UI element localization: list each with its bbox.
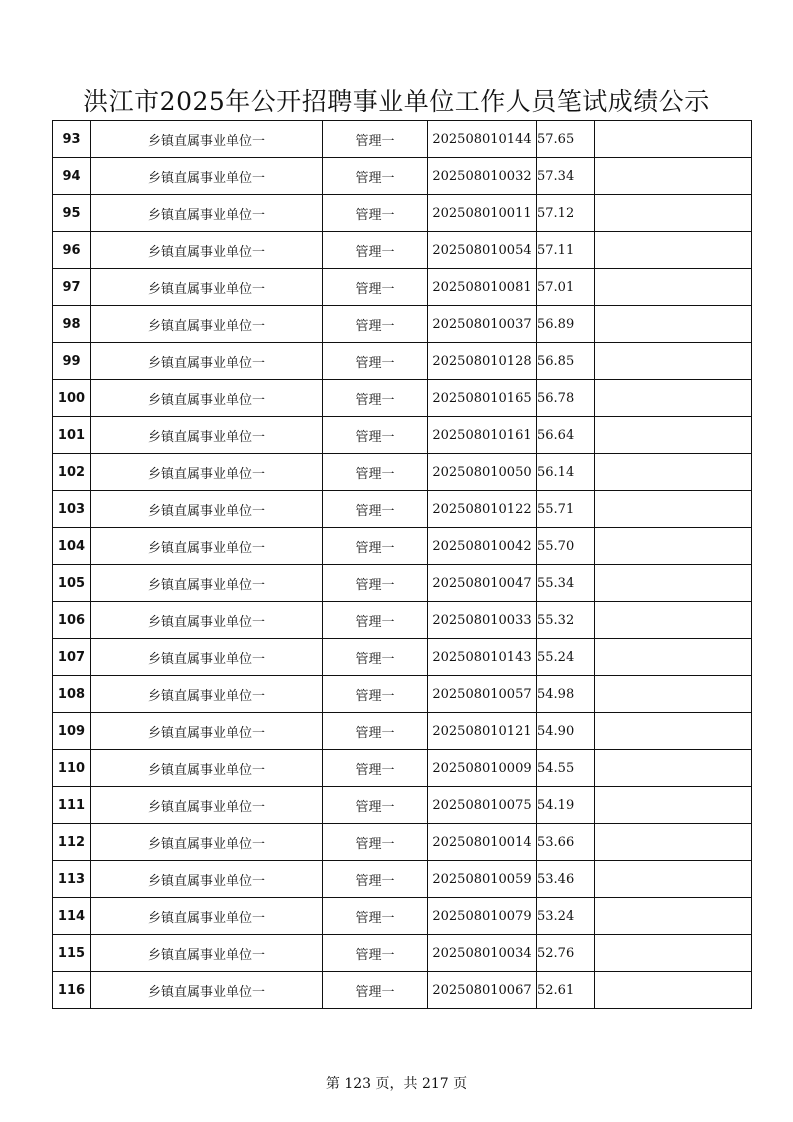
- unit-name-cell: 乡镇直属事业单位一: [91, 565, 323, 602]
- row-number-cell: 100: [53, 380, 91, 417]
- unit-name-cell: 乡镇直属事业单位一: [91, 898, 323, 935]
- ticket-number-cell: 202508010128: [428, 343, 537, 380]
- position-name-cell: 管理一: [323, 158, 428, 195]
- ticket-number-cell: 202508010122: [428, 491, 537, 528]
- row-number-cell: 96: [53, 232, 91, 269]
- exam-score-cell: 57.01: [537, 269, 595, 306]
- page-title: 洪江市2025年公开招聘事业单位工作人员笔试成绩公示: [83, 87, 710, 116]
- row-number-cell: 107: [53, 639, 91, 676]
- exam-score-cell: 56.89: [537, 306, 595, 343]
- exam-score-cell: 55.71: [537, 491, 595, 528]
- remark-cell: [595, 787, 752, 824]
- unit-name-cell: 乡镇直属事业单位一: [91, 676, 323, 713]
- table-row: [53, 750, 752, 787]
- score-table-body: [53, 121, 752, 1009]
- row-number-cell: 111: [53, 787, 91, 824]
- table-row: [53, 195, 752, 232]
- remark-cell: [595, 269, 752, 306]
- ticket-number-cell: 202508010033: [428, 602, 537, 639]
- unit-name-cell: 乡镇直属事业单位一: [91, 269, 323, 306]
- exam-score-cell: 54.98: [537, 676, 595, 713]
- remark-cell: [595, 158, 752, 195]
- table-row: [53, 491, 752, 528]
- table-row: [53, 565, 752, 602]
- table-row: [53, 602, 752, 639]
- row-number-cell: 114: [53, 898, 91, 935]
- unit-name-cell: 乡镇直属事业单位一: [91, 713, 323, 750]
- exam-score-cell: 56.85: [537, 343, 595, 380]
- row-number-cell: 101: [53, 417, 91, 454]
- remark-cell: [595, 639, 752, 676]
- row-number-cell: 95: [53, 195, 91, 232]
- unit-name-cell: 乡镇直属事业单位一: [91, 454, 323, 491]
- unit-name-cell: 乡镇直属事业单位一: [91, 417, 323, 454]
- score-table: [52, 120, 752, 1009]
- table-row: [53, 343, 752, 380]
- exam-score-cell: 57.65: [537, 121, 595, 158]
- remark-cell: [595, 898, 752, 935]
- ticket-number-cell: 202508010079: [428, 898, 537, 935]
- ticket-number-cell: 202508010037: [428, 306, 537, 343]
- remark-cell: [595, 232, 752, 269]
- row-number-cell: 105: [53, 565, 91, 602]
- remark-cell: [595, 491, 752, 528]
- remark-cell: [595, 861, 752, 898]
- position-name-cell: 管理一: [323, 861, 428, 898]
- exam-score-cell: 57.34: [537, 158, 595, 195]
- table-row: [53, 232, 752, 269]
- position-name-cell: 管理一: [323, 935, 428, 972]
- position-name-cell: 管理一: [323, 306, 428, 343]
- position-name-cell: 管理一: [323, 528, 428, 565]
- ticket-number-cell: 202508010067: [428, 972, 537, 1009]
- table-row: [53, 972, 752, 1009]
- position-name-cell: 管理一: [323, 454, 428, 491]
- exam-score-cell: 54.55: [537, 750, 595, 787]
- unit-name-cell: 乡镇直属事业单位一: [91, 491, 323, 528]
- position-name-cell: 管理一: [323, 565, 428, 602]
- unit-name-cell: 乡镇直属事业单位一: [91, 306, 323, 343]
- remark-cell: [595, 417, 752, 454]
- row-number-cell: 102: [53, 454, 91, 491]
- position-name-cell: 管理一: [323, 898, 428, 935]
- remark-cell: [595, 935, 752, 972]
- remark-cell: [595, 306, 752, 343]
- unit-name-cell: 乡镇直属事业单位一: [91, 528, 323, 565]
- unit-name-cell: 乡镇直属事业单位一: [91, 195, 323, 232]
- remark-cell: [595, 343, 752, 380]
- position-name-cell: 管理一: [323, 676, 428, 713]
- exam-score-cell: 57.11: [537, 232, 595, 269]
- table-row: [53, 824, 752, 861]
- exam-score-cell: 54.90: [537, 713, 595, 750]
- remark-cell: [595, 972, 752, 1009]
- exam-score-cell: 57.12: [537, 195, 595, 232]
- remark-cell: [595, 713, 752, 750]
- row-number-cell: 113: [53, 861, 91, 898]
- table-row: [53, 158, 752, 195]
- exam-score-cell: 52.61: [537, 972, 595, 1009]
- ticket-number-cell: 202508010009: [428, 750, 537, 787]
- position-name-cell: 管理一: [323, 713, 428, 750]
- table-row: [53, 639, 752, 676]
- position-name-cell: 管理一: [323, 639, 428, 676]
- page-footer: 第 123 页，共 217 页: [325, 1076, 468, 1092]
- exam-score-cell: 53.66: [537, 824, 595, 861]
- ticket-number-cell: 202508010057: [428, 676, 537, 713]
- remark-cell: [595, 676, 752, 713]
- row-number-cell: 97: [53, 269, 91, 306]
- row-number-cell: 109: [53, 713, 91, 750]
- position-name-cell: 管理一: [323, 491, 428, 528]
- row-number-cell: 115: [53, 935, 91, 972]
- table-row: [53, 676, 752, 713]
- remark-cell: [595, 454, 752, 491]
- ticket-number-cell: 202508010042: [428, 528, 537, 565]
- position-name-cell: 管理一: [323, 602, 428, 639]
- ticket-number-cell: 202508010165: [428, 380, 537, 417]
- ticket-number-cell: 202508010143: [428, 639, 537, 676]
- position-name-cell: 管理一: [323, 787, 428, 824]
- ticket-number-cell: 202508010050: [428, 454, 537, 491]
- unit-name-cell: 乡镇直属事业单位一: [91, 639, 323, 676]
- row-number-cell: 94: [53, 158, 91, 195]
- row-number-cell: 116: [53, 972, 91, 1009]
- exam-score-cell: 53.46: [537, 861, 595, 898]
- ticket-number-cell: 202508010059: [428, 861, 537, 898]
- position-name-cell: 管理一: [323, 380, 428, 417]
- ticket-number-cell: 202508010014: [428, 824, 537, 861]
- unit-name-cell: 乡镇直属事业单位一: [91, 602, 323, 639]
- exam-score-cell: 54.19: [537, 787, 595, 824]
- ticket-number-cell: 202508010047: [428, 565, 537, 602]
- table-row: [53, 713, 752, 750]
- table-row: [53, 269, 752, 306]
- unit-name-cell: 乡镇直属事业单位一: [91, 232, 323, 269]
- remark-cell: [595, 121, 752, 158]
- exam-score-cell: 55.34: [537, 565, 595, 602]
- exam-score-cell: 56.78: [537, 380, 595, 417]
- unit-name-cell: 乡镇直属事业单位一: [91, 343, 323, 380]
- exam-score-cell: 56.14: [537, 454, 595, 491]
- unit-name-cell: 乡镇直属事业单位一: [91, 972, 323, 1009]
- position-name-cell: 管理一: [323, 121, 428, 158]
- unit-name-cell: 乡镇直属事业单位一: [91, 824, 323, 861]
- unit-name-cell: 乡镇直属事业单位一: [91, 787, 323, 824]
- row-number-cell: 106: [53, 602, 91, 639]
- remark-cell: [595, 565, 752, 602]
- remark-cell: [595, 750, 752, 787]
- remark-cell: [595, 602, 752, 639]
- ticket-number-cell: 202508010011: [428, 195, 537, 232]
- row-number-cell: 103: [53, 491, 91, 528]
- table-row: [53, 417, 752, 454]
- position-name-cell: 管理一: [323, 972, 428, 1009]
- position-name-cell: 管理一: [323, 750, 428, 787]
- table-row: [53, 306, 752, 343]
- unit-name-cell: 乡镇直属事业单位一: [91, 380, 323, 417]
- table-row: [53, 528, 752, 565]
- row-number-cell: 99: [53, 343, 91, 380]
- position-name-cell: 管理一: [323, 824, 428, 861]
- position-name-cell: 管理一: [323, 269, 428, 306]
- ticket-number-cell: 202508010161: [428, 417, 537, 454]
- ticket-number-cell: 202508010075: [428, 787, 537, 824]
- ticket-number-cell: 202508010121: [428, 713, 537, 750]
- table-row: [53, 935, 752, 972]
- ticket-number-cell: 202508010081: [428, 269, 537, 306]
- row-number-cell: 98: [53, 306, 91, 343]
- table-row: [53, 380, 752, 417]
- exam-score-cell: 53.24: [537, 898, 595, 935]
- exam-score-cell: 55.32: [537, 602, 595, 639]
- position-name-cell: 管理一: [323, 417, 428, 454]
- table-row: [53, 121, 752, 158]
- position-name-cell: 管理一: [323, 343, 428, 380]
- ticket-number-cell: 202508010144: [428, 121, 537, 158]
- unit-name-cell: 乡镇直属事业单位一: [91, 158, 323, 195]
- row-number-cell: 112: [53, 824, 91, 861]
- position-name-cell: 管理一: [323, 232, 428, 269]
- unit-name-cell: 乡镇直属事业单位一: [91, 750, 323, 787]
- table-row: [53, 861, 752, 898]
- unit-name-cell: 乡镇直属事业单位一: [91, 935, 323, 972]
- remark-cell: [595, 195, 752, 232]
- row-number-cell: 104: [53, 528, 91, 565]
- unit-name-cell: 乡镇直属事业单位一: [91, 861, 323, 898]
- position-name-cell: 管理一: [323, 195, 428, 232]
- table-row: [53, 898, 752, 935]
- exam-score-cell: 56.64: [537, 417, 595, 454]
- row-number-cell: 108: [53, 676, 91, 713]
- ticket-number-cell: 202508010054: [428, 232, 537, 269]
- table-row: [53, 454, 752, 491]
- exam-score-cell: 52.76: [537, 935, 595, 972]
- table-row: [53, 787, 752, 824]
- remark-cell: [595, 380, 752, 417]
- unit-name-cell: 乡镇直属事业单位一: [91, 121, 323, 158]
- exam-score-cell: 55.24: [537, 639, 595, 676]
- exam-score-cell: 55.70: [537, 528, 595, 565]
- row-number-cell: 110: [53, 750, 91, 787]
- remark-cell: [595, 528, 752, 565]
- ticket-number-cell: 202508010032: [428, 158, 537, 195]
- row-number-cell: 93: [53, 121, 91, 158]
- ticket-number-cell: 202508010034: [428, 935, 537, 972]
- remark-cell: [595, 824, 752, 861]
